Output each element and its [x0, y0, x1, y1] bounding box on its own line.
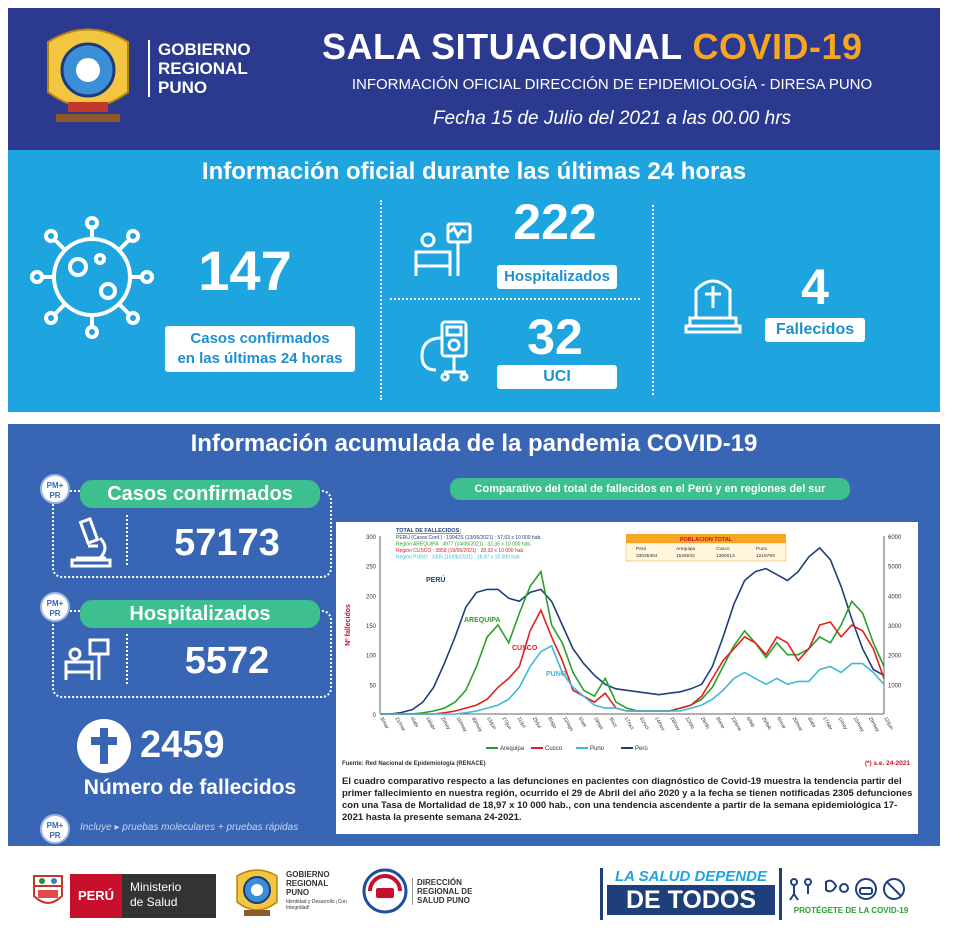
chart-info-line: Región CUSCO : 3858 (19/06/2021) : 28,32 x 10 000 hab.: [396, 548, 525, 554]
x-tick-label: 5/set: [576, 716, 588, 729]
footer-gob-text: [286, 870, 356, 911]
x-tick-label: 28/nov: [668, 716, 682, 733]
hospitalized-24h-value: 222: [513, 194, 597, 250]
x-tick-label: 15/may: [851, 716, 866, 734]
chart-title: Comparativo del total de fallecidos en el Perú y en regiones del sur: [450, 478, 850, 500]
pmpr-badge: PM+ PR: [40, 592, 70, 622]
x-tick-label: 16/may: [454, 716, 469, 734]
series-line-puno: [380, 646, 884, 714]
footer-diresa-text: [412, 878, 492, 905]
deaths-total-label: Número de fallecidos: [83, 776, 297, 799]
campaign-line-1: LA SALUD DEPENDE: [615, 868, 767, 885]
hospitalized-label: Hospitalizados: [80, 600, 320, 628]
report-date: Fecha 15 de Julio del 2021 a las 00.00 hrs: [432, 108, 792, 129]
y-tick-label-left: 300: [365, 535, 376, 541]
x-tick-label: 30/may: [469, 716, 484, 734]
deaths-total-value: 2459: [140, 724, 225, 766]
prevention-icons: [786, 876, 912, 902]
diresa-logo: [362, 868, 408, 914]
gobierno-regional-puno-logo: [38, 22, 138, 127]
minsa-line-2: de Salud: [130, 895, 178, 909]
divider: [126, 515, 128, 565]
y-tick-label-right: 5000: [888, 564, 902, 571]
divider: [390, 298, 640, 300]
hospital-bed-icon: [412, 218, 477, 283]
campaign-subtitle: PROTÉGETE DE LA COVID-19: [793, 906, 909, 915]
pmpr-footnote: Incluye ▸ pruebas moleculares + pruebas rápidas: [80, 822, 299, 833]
chart-info-header: TOTAL DE FALLECIDOS:: [396, 528, 462, 534]
y-tick-label-right: 4000: [888, 594, 902, 601]
y-tick-label-right: 1000: [888, 683, 902, 690]
pmpr-badge: PM+ PR: [40, 814, 70, 844]
population-value: 1525042: [676, 554, 695, 559]
microscope-icon: [66, 516, 116, 568]
population-title: POBLACION TOTAL: [679, 537, 733, 543]
confirmed-value: 57173: [174, 522, 280, 564]
gob-line-1: GOBIERNO: [158, 40, 251, 59]
deaths-comparison-chart: [336, 522, 918, 772]
divider: [652, 205, 654, 395]
x-tick-label: 11/jul: [515, 716, 527, 730]
title-accent: COVID-19: [692, 26, 863, 67]
population-value: 33035304: [636, 554, 658, 559]
y-tick-label-left: 0: [372, 713, 376, 719]
x-tick-label: 19/set: [592, 716, 605, 731]
series-line-cusco: [380, 610, 884, 714]
minsa-brand: [122, 874, 216, 918]
chart-source: Fuente: Red Nacional de Epidemiología (RENACE): [342, 761, 486, 767]
footer-diresa-line-2: REGIONAL DE: [417, 887, 473, 896]
divider: [380, 200, 382, 400]
page-title: [322, 26, 902, 68]
x-tick-label: 21/mar: [393, 716, 407, 733]
population-value: 1360013: [716, 554, 735, 559]
x-tick-label: 31/oct: [637, 716, 650, 731]
gobierno-regional-text: [148, 40, 268, 97]
x-tick-label: 27/jun: [500, 716, 513, 731]
footer-diresa-line-1: DIRECCIÓN: [417, 878, 462, 887]
deaths-24h-label: Fallecidos: [765, 318, 865, 342]
y-tick-label-left: 100: [365, 653, 376, 660]
series-line-per: [380, 548, 884, 714]
chart-note: El cuadro comparativo respecto a las defunciones en pacientes con diagnóstico de Covid-19 muestra la tendencia partir del primer fallecimiento en nuestra región, ocurrido el 29 de Abril del año 2020 y a la fecha se tienen notificadas 2305 defunciones con una Tasa de Mortalidad de 18,97 x 10 000 hab., con una tendencia ascendente a partir de la semana epidemiológica 17-2021 hasta la presente semana 24-2021.: [342, 776, 913, 823]
series-label: PERÚ: [426, 577, 446, 584]
population-name: Arequipa: [676, 547, 696, 552]
deaths-24h-value: 4: [801, 259, 829, 315]
x-tick-label: 23/ene: [729, 716, 743, 733]
x-tick-label: 17/abr: [821, 716, 834, 732]
population-name: Perú: [636, 547, 647, 552]
footer-gob-line-2: REGIONAL: [286, 879, 329, 888]
gob-line-3: PUNO: [158, 78, 208, 97]
confirmed-label: Casos confirmados: [80, 480, 320, 508]
x-tick-label: 6/mar: [775, 716, 787, 731]
hospital-bed-icon: [62, 636, 114, 684]
series-label: AREQUIPA: [464, 617, 501, 624]
y-tick-label-right: 6000: [888, 535, 902, 541]
divider: [126, 634, 128, 684]
x-tick-label: 14/nov: [653, 716, 666, 733]
virus-icon: [30, 215, 155, 340]
population-name: Puno: [756, 547, 768, 552]
minsa-line-1: Ministerio: [130, 880, 182, 894]
y-tick-label-left: 200: [365, 594, 376, 601]
last-24h-title: Información oficial durante las últimas 24 horas: [201, 158, 747, 185]
legend-label: Perú: [635, 746, 648, 752]
population-value: 1215793: [756, 554, 775, 559]
population-name: Cusco: [716, 547, 730, 552]
legend-label: Arequipa: [500, 746, 525, 752]
tombstone-cross-icon: [684, 272, 742, 334]
cases-24h-label: [165, 326, 355, 372]
legend-label: Cusco: [545, 746, 563, 752]
x-tick-label: 25/jul: [530, 716, 543, 730]
y-tick-label-left: 50: [369, 683, 376, 690]
chart-info-line: PERÚ (Casos Conf.) : 19042S (13/06/2021) : 57,63 x 10 000 hab.: [396, 535, 542, 541]
footer-gob-slogan: Identidad y Desarrollo ¡Con Integridad!: [286, 899, 347, 911]
x-tick-label: 29/may: [866, 716, 881, 734]
hospitalized-value: 5572: [184, 640, 270, 682]
y-tick-label-right: 2000: [888, 653, 902, 660]
x-tick-label: 13/jun: [485, 716, 498, 731]
page-subtitle: INFORMACIÓN OFICIAL DIRECCIÓN DE EPIDEMIOLOGÍA - DIRESA PUNO: [351, 76, 873, 93]
footer-gob-line-3: PUNO: [286, 888, 310, 897]
series-label: PUNO: [546, 671, 567, 678]
x-tick-label: 18/abr: [424, 716, 437, 732]
peru-brand: PERÚ: [70, 874, 122, 918]
uci-24h-value: 32: [527, 309, 583, 365]
cases-24h-label-1: Casos confirmados: [190, 330, 330, 347]
cases-24h-label-2: en las últimas 24 horas: [177, 350, 343, 367]
x-tick-label: 2/may: [439, 716, 452, 731]
x-tick-label: 1/may: [836, 716, 849, 731]
x-tick-label: 12/jun: [882, 716, 895, 731]
x-tick-label: 20/mar: [790, 716, 804, 733]
cases-24h-value: 147: [198, 239, 292, 302]
series-line-arequipa: [380, 572, 884, 714]
legend-label: Puno: [590, 746, 605, 752]
uci-24h-label: UCI: [497, 365, 617, 389]
chart-info-line: Región AREQUIPA : 4977 (14/06/2021) : 32,36 x 10 000 hab.: [396, 541, 532, 548]
chart-se-note: (*) s.e. 24-2021: [864, 760, 910, 767]
accumulated-title: Información acumulada de la pandemia COVID-19: [190, 430, 758, 457]
y-tick-label-left: 250: [365, 564, 376, 571]
cross-icon: [76, 718, 132, 774]
gob-line-2: REGIONAL: [158, 59, 248, 78]
pmpr-badge: PM+ PR: [40, 474, 70, 504]
x-tick-label: 3/abr: [805, 716, 817, 729]
peru-coat-of-arms-icon: [30, 870, 66, 912]
x-tick-label: 17/oct: [622, 716, 635, 731]
x-tick-label: 20/feb: [760, 716, 773, 732]
campaign-line-2: DE TODOS: [607, 885, 775, 915]
x-tick-label: 4/abr: [408, 716, 420, 729]
y-tick-label-left: 150: [365, 624, 376, 630]
chart-info-line: Región PUNO : 2305 (15/06/2021) : 18,97 x 10 000 hab.: [396, 554, 522, 561]
y-axis-label: Nº fallecidos: [345, 604, 352, 646]
footer-gob-line-1: GOBIERNO: [286, 870, 330, 879]
x-tick-label: 12/dic: [683, 716, 696, 731]
gobierno-regional-puno-logo: [232, 866, 282, 920]
hospitalized-24h-label: Hospitalizados: [497, 265, 617, 289]
x-tick-label: 3/mar: [378, 716, 390, 731]
campaign-box: [600, 868, 782, 920]
x-tick-label: 3/oct: [607, 716, 618, 729]
ventilator-icon: [412, 318, 477, 383]
x-tick-label: 8/ago: [546, 716, 558, 730]
y-tick-label-right: 3000: [888, 624, 902, 630]
x-tick-label: 9/ene: [714, 716, 726, 730]
series-label: CUSCO: [512, 645, 538, 652]
title-main: SALA SITUACIONAL: [322, 26, 693, 67]
x-tick-label: 26/dic: [698, 716, 711, 731]
x-tick-label: 22/ago: [561, 716, 575, 733]
x-tick-label: 6/feb: [744, 716, 756, 729]
footer-diresa-line-3: SALUD PUNO: [417, 896, 470, 905]
